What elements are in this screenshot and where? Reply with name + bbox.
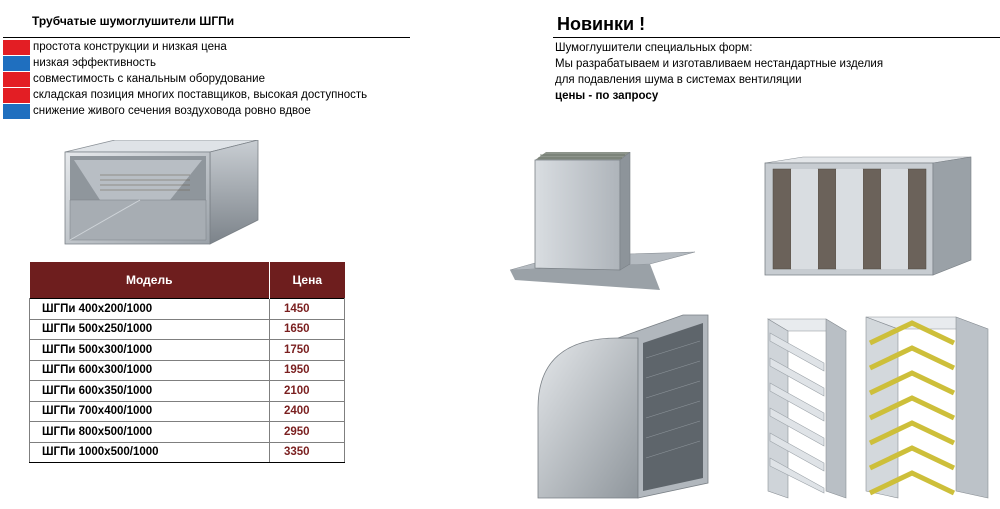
- feature-item: [3, 103, 403, 119]
- price-cell: 2950: [270, 422, 345, 443]
- new-products-description: [555, 40, 883, 104]
- feature-marker: [3, 72, 30, 87]
- table-row: [30, 422, 345, 443]
- table-row: [30, 340, 345, 361]
- price-cell: 1950: [270, 360, 345, 381]
- feature-text: снижение живого сечения воздуховода ровно вдвое: [33, 104, 311, 117]
- description-line: Шумоглушители специальных форм:: [555, 42, 753, 54]
- feature-marker: [3, 40, 30, 55]
- curved-silencer-image: [528, 313, 713, 503]
- louvre-silencer-image: [766, 313, 996, 503]
- left-title-divider: [3, 37, 410, 38]
- model-cell: ШГПи 600х350/1000: [30, 381, 270, 402]
- price-table: [29, 262, 345, 463]
- right-title-divider: [553, 37, 1000, 38]
- price-cell: 1750: [270, 340, 345, 361]
- feature-item: [3, 39, 403, 55]
- feature-marker: [3, 56, 30, 71]
- feature-marker: [3, 104, 30, 119]
- table-row: [30, 381, 345, 402]
- model-cell: ШГПи 500х300/1000: [30, 340, 270, 361]
- right-section-title: Новинки !: [557, 14, 646, 34]
- price-cell: 2100: [270, 381, 345, 402]
- tubular-silencer-image: [60, 140, 260, 248]
- feature-item: [3, 71, 403, 87]
- roof-silencer-image: [500, 152, 700, 297]
- table-row: [30, 401, 345, 422]
- price-cell: 3350: [270, 442, 345, 463]
- model-cell: ШГПи 500х250/1000: [30, 319, 270, 340]
- price-cell: 2400: [270, 401, 345, 422]
- feature-text: низкая эффективность: [33, 56, 157, 69]
- column-header-price: Цена: [270, 262, 345, 299]
- description-line: Мы разрабатываем и изготавливаем нестандартные изделия: [555, 58, 884, 70]
- feature-marker: [3, 88, 30, 103]
- plate-silencer-image: [763, 155, 973, 277]
- feature-item: [3, 55, 403, 71]
- price-cell: 1450: [270, 299, 345, 320]
- left-section-title: Трубчатые шумоглушители ШГПи: [32, 14, 235, 28]
- feature-text: совместимость с канальным оборудование: [33, 72, 265, 85]
- table-row: [30, 319, 345, 340]
- feature-item: [3, 87, 403, 103]
- price-cell: 1650: [270, 319, 345, 340]
- table-row: [30, 442, 345, 463]
- price-on-request-note: цены - по запросу: [555, 90, 659, 102]
- column-header-model: Модель: [30, 262, 270, 299]
- table-row: [30, 299, 345, 320]
- model-cell: ШГПи 700х400/1000: [30, 401, 270, 422]
- table-row: [30, 360, 345, 381]
- description-line: для подавления шума в системах вентиляции: [555, 74, 802, 86]
- model-cell: ШГПи 1000х500/1000: [30, 442, 270, 463]
- model-cell: ШГПи 800х500/1000: [30, 422, 270, 443]
- feature-list: [3, 39, 403, 119]
- feature-text: простота конструкции и низкая цена: [33, 40, 227, 53]
- model-cell: ШГПи 400х200/1000: [30, 299, 270, 320]
- feature-text: складская позиция многих поставщиков, высокая доступность: [33, 88, 368, 101]
- model-cell: ШГПи 600х300/1000: [30, 360, 270, 381]
